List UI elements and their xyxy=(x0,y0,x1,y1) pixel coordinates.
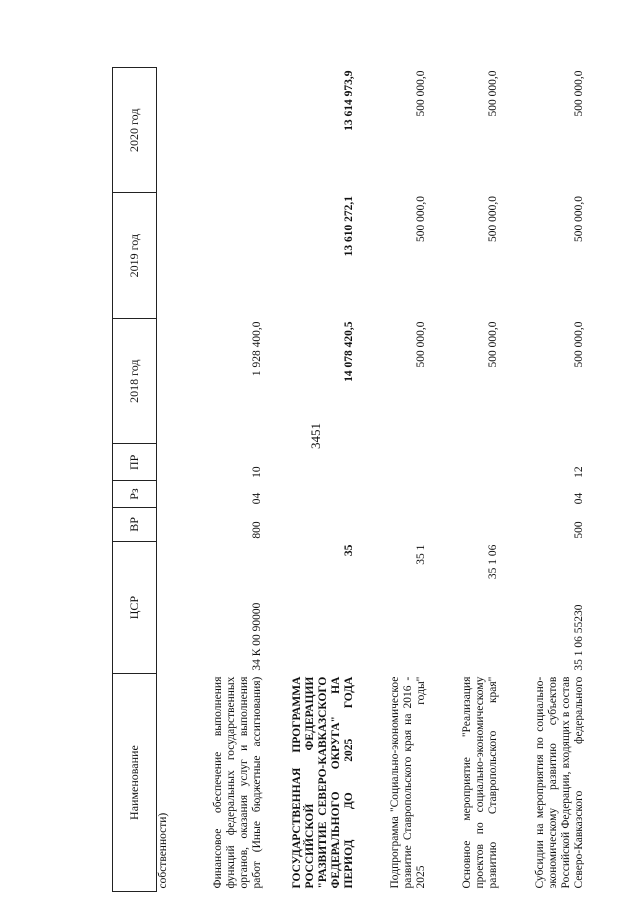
row-2019 xyxy=(157,193,187,318)
row-pr: 12 xyxy=(572,466,584,478)
header-2019: 2019 год xyxy=(113,193,157,318)
row-vr: 800 xyxy=(250,521,263,539)
row-2019 xyxy=(187,193,267,318)
row-vr xyxy=(431,507,503,541)
row-csr xyxy=(157,542,187,674)
row-2018: 500 000,0 xyxy=(486,321,499,368)
row-2020 xyxy=(157,68,187,194)
row-2019: 500 000,0 xyxy=(486,196,499,242)
header-2020: 2020 год xyxy=(113,68,157,194)
table-row xyxy=(359,68,431,892)
row-name: ГОСУДАРСТВЕННАЯ ПРОГРАММА РОССИЙСКОЙ ФЕДЕРАЦИИ "РАЗВИТИЕ СЕВЕРО-КАВКАЗСКОГО ФЕДЕРАЛЬНОГО ОКРУГА" НА ПЕРИОД ДО 2025 ГОДА xyxy=(290,676,355,889)
row-csr: 35 xyxy=(342,544,355,557)
row-2018: 14 078 420,5 xyxy=(342,321,355,382)
row-rz: 04 xyxy=(250,492,263,505)
row-csr: 35 1 06 55230 xyxy=(572,604,584,671)
header-2018: 2018 год xyxy=(113,318,157,443)
table-header-row xyxy=(113,68,157,892)
header-name: Наименование xyxy=(113,674,157,892)
row-vr xyxy=(359,507,431,541)
row-name: Подпрограмма "Социально-экономическое развитие Ставропольского края на 2016 - 2025 годы" xyxy=(388,676,427,889)
row-rz: 04 xyxy=(572,492,584,505)
row-rz xyxy=(431,481,503,507)
row-vr: 500 xyxy=(572,521,584,539)
row-vr xyxy=(267,507,359,541)
header-pr: ПР xyxy=(113,444,157,481)
table-row xyxy=(267,68,359,892)
row-pr xyxy=(157,444,187,481)
header-rz: Рз xyxy=(113,481,157,507)
table-row xyxy=(431,68,503,892)
row-2020 xyxy=(187,68,267,194)
row-vr xyxy=(157,507,187,541)
row-name: Финансовое обеспечение выполнения функций федеральных государственных органов, оказания услуг и выполнения работ (Иные бюджетные ассигнования) xyxy=(211,676,263,889)
header-csr: ЦСР xyxy=(113,542,157,674)
row-csr: 35 1 06 xyxy=(486,544,499,580)
row-name: собственности) xyxy=(157,812,169,889)
row-name: Основное мероприятие "Реализация проектов по социально-экономическому развитию Ставропольского края" xyxy=(460,676,499,889)
row-2019: 500 000,0 xyxy=(414,196,427,242)
table-row xyxy=(157,68,187,892)
row-2019: 500 000,0 xyxy=(572,196,584,242)
row-2020: 500 000,0 xyxy=(414,70,427,117)
row-csr: 35 1 xyxy=(414,544,427,565)
row-2018: 1 928 400,0 xyxy=(250,321,263,377)
budget-table-rotated xyxy=(112,67,584,892)
row-2018: 500 000,0 xyxy=(572,321,584,368)
page-number: 3451 xyxy=(308,423,323,449)
row-pr xyxy=(267,444,359,481)
row-pr xyxy=(359,444,431,481)
row-csr: 34 К 00 90000 xyxy=(250,602,263,671)
row-rz xyxy=(359,481,431,507)
row-rz xyxy=(157,481,187,507)
table-row xyxy=(187,68,267,892)
row-pr xyxy=(431,444,503,481)
row-2020: 500 000,0 xyxy=(572,70,584,117)
row-2018: 500 000,0 xyxy=(414,321,427,368)
row-name: Субсидии на мероприятия по социально-экономическому развитию субъектов Российской Федерации, входящих в состав Северо-Кавказского федерального xyxy=(533,676,584,889)
row-2020: 500 000,0 xyxy=(486,70,499,117)
header-vr: ВР xyxy=(113,507,157,541)
row-rz xyxy=(267,481,359,507)
budget-table-frame xyxy=(112,67,584,892)
table-row xyxy=(503,68,585,892)
row-pr: 10 xyxy=(250,466,263,478)
budget-table xyxy=(112,67,584,892)
row-2020: 13 614 973,9 xyxy=(342,70,355,131)
row-2018 xyxy=(157,318,187,443)
row-2019: 13 610 272,1 xyxy=(342,196,355,257)
